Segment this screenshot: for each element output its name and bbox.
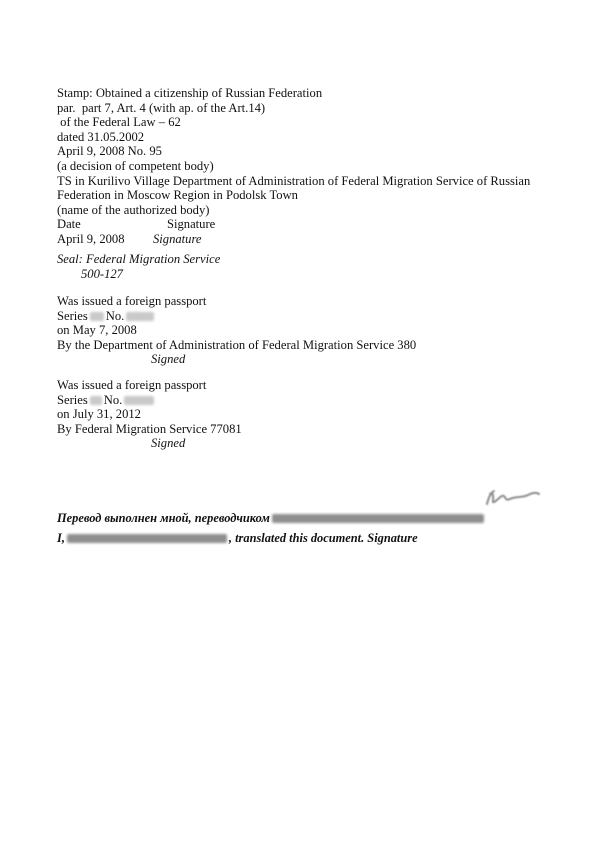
passport-block-1 (57, 294, 416, 367)
seal-line-2: 500-127 (81, 266, 123, 281)
stamp-line-7: TS in Kurilivo Village Department of Administration of Federal Migration Service of Russian (57, 173, 531, 188)
stamp-line-4: dated 31.05.2002 (57, 129, 145, 144)
series-label: Series (57, 308, 88, 323)
redacted-number (126, 312, 154, 321)
translator-en-line (57, 531, 486, 546)
translator-block (57, 511, 486, 545)
seal-block (57, 252, 220, 281)
translator-en-prefix: I, (57, 530, 65, 545)
series-label: Series (57, 392, 88, 407)
stamp-line-9: (name of the authorized body) (57, 202, 210, 217)
stamp-block (57, 86, 530, 247)
stamp-line-8: Federation in Moscow Region in Podolsk Town (57, 188, 298, 203)
redacted-series (90, 312, 104, 321)
passport1-date: on May 7, 2008 (57, 323, 137, 338)
translator-en-suffix: , translated this document. Signature (228, 530, 418, 545)
passport1-series-line (57, 309, 416, 324)
stamp-line-3: of the Federal Law – 62 (57, 115, 181, 130)
date-signature-labels (57, 217, 530, 232)
passport-block-2 (57, 378, 242, 451)
redacted-translator-name-ru (272, 514, 484, 523)
signature-label: Signature (167, 217, 216, 232)
passport1-signed: Signed (151, 352, 186, 367)
passport2-signed: Signed (151, 436, 186, 451)
passport2-date: on July 31, 2012 (57, 407, 141, 422)
seal-line-1: Seal: Federal Migration Service (57, 252, 221, 266)
passport1-line-1: Was issued a foreign passport (57, 294, 207, 308)
no-label: No. (105, 308, 125, 323)
no-label: No. (103, 392, 123, 407)
date-label: Date (57, 217, 81, 232)
stamp-line-2: par. part 7, Art. 4 (with ap. of the Art.14) (57, 100, 266, 115)
translator-ru-line (57, 511, 486, 526)
redacted-series (90, 396, 102, 405)
translator-signature-scribble (484, 488, 542, 510)
date-signature-values (57, 232, 530, 247)
signature-value: Signature (153, 231, 202, 246)
passport2-by: By Federal Migration Service 77081 (57, 421, 242, 436)
translator-ru-text: Перевод выполнен мной, переводчиком (57, 511, 270, 525)
passport2-line-1: Was issued a foreign passport (57, 378, 207, 392)
stamp-line-6: (a decision of competent body) (57, 158, 214, 173)
redacted-translator-name-en (67, 534, 227, 543)
passport1-by: By the Department of Administration of Federal Migration Service 380 (57, 337, 417, 352)
redacted-number (124, 396, 154, 405)
date-value: April 9, 2008 (57, 231, 125, 246)
stamp-line-1: Stamp: Obtained a citizenship of Russian Federation (57, 86, 323, 100)
stamp-line-5: April 9, 2008 No. 95 (57, 144, 162, 159)
passport2-series-line (57, 393, 242, 408)
